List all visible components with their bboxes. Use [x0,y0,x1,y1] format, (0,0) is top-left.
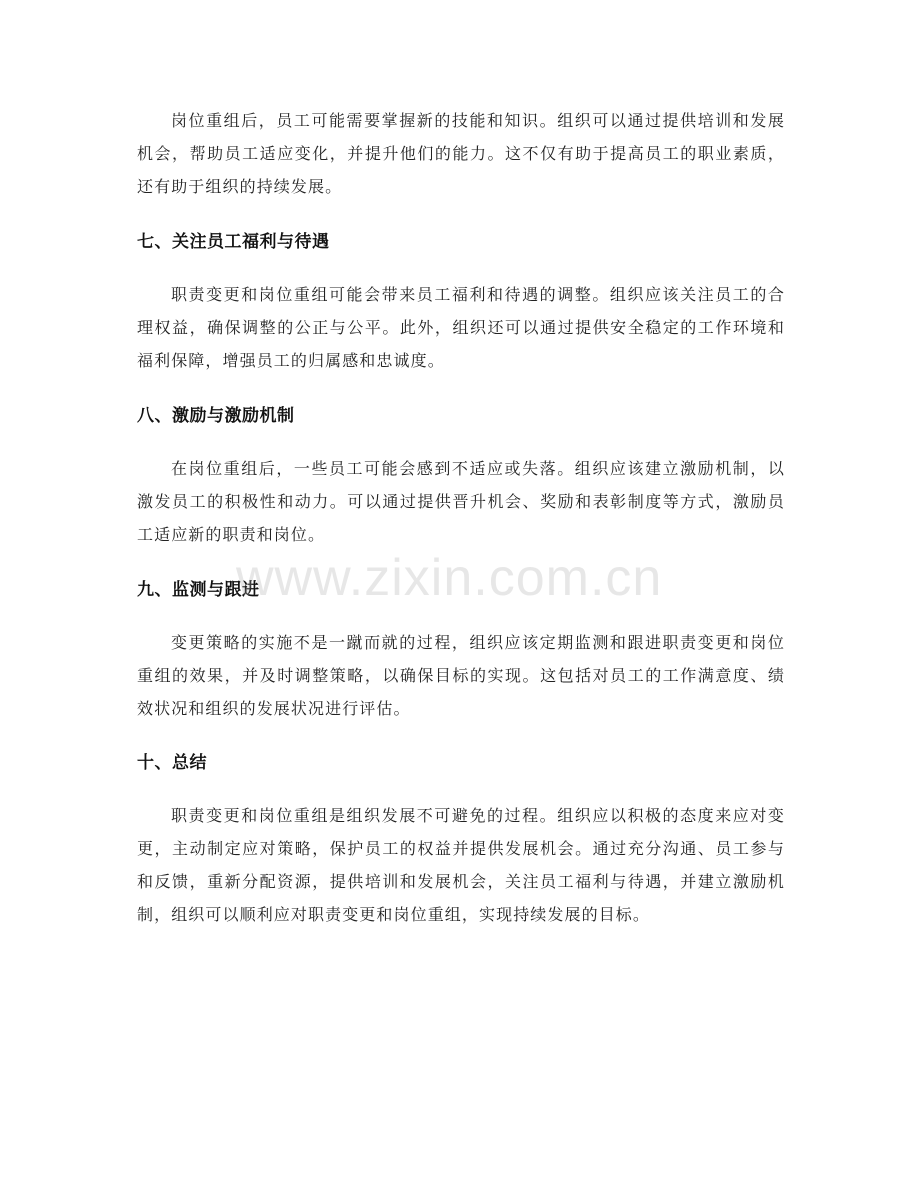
intro-paragraph: 岗位重组后，员工可能需要掌握新的技能和知识。组织可以通过提供培训和发展机会，帮助员工适应变化，并提升他们的能力。这不仅有助于提高员工的职业素质，还有助于组织的持续发展。 [137,111,785,196]
section-7-heading: 七、关注员工福利与待遇 [137,232,330,252]
section-9-heading: 九、监测与跟进 [137,580,260,600]
section-10-paragraph: 职责变更和岗位重组是组织发展不可避免的过程。组织应以积极的态度来应对变更，主动制定应对策略，保护员工的权益并提供发展机会。通过充分沟通、员工参与和反馈，重新分配资源，提供培训和发展机会，关注员工福利与待遇，并建立激励机制，组织可以顺利应对职责变更和岗位重组，实现持续发展的目标。 [137,806,785,924]
section-9-paragraph: 变更策略的实施不是一蹴而就的过程，组织应该定期监测和跟进职责变更和岗位重组的效果，并及时调整策略，以确保目标的实现。这包括对员工的工作满意度、绩效状况和组织的发展状况进行评估。 [137,633,785,718]
section-8-paragraph: 在岗位重组后，一些员工可能会感到不适应或失落。组织应该建立激励机制，以激发员工的积极性和动力。可以通过提供晋升机会、奖励和表彰制度等方式，激励员工适应新的职责和岗位。 [137,459,785,544]
section-10-heading: 十、总结 [137,753,207,773]
section-8-heading: 八、激励与激励机制 [137,406,295,426]
section-7-paragraph: 职责变更和岗位重组可能会带来员工福利和待遇的调整。组织应该关注员工的合理权益，确保调整的公正与公平。此外，组织还可以通过提供安全稳定的工作环境和福利保障，增强员工的归属感和忠诚度。 [137,285,785,370]
watermark: www.zixin.com.cn [236,549,663,607]
